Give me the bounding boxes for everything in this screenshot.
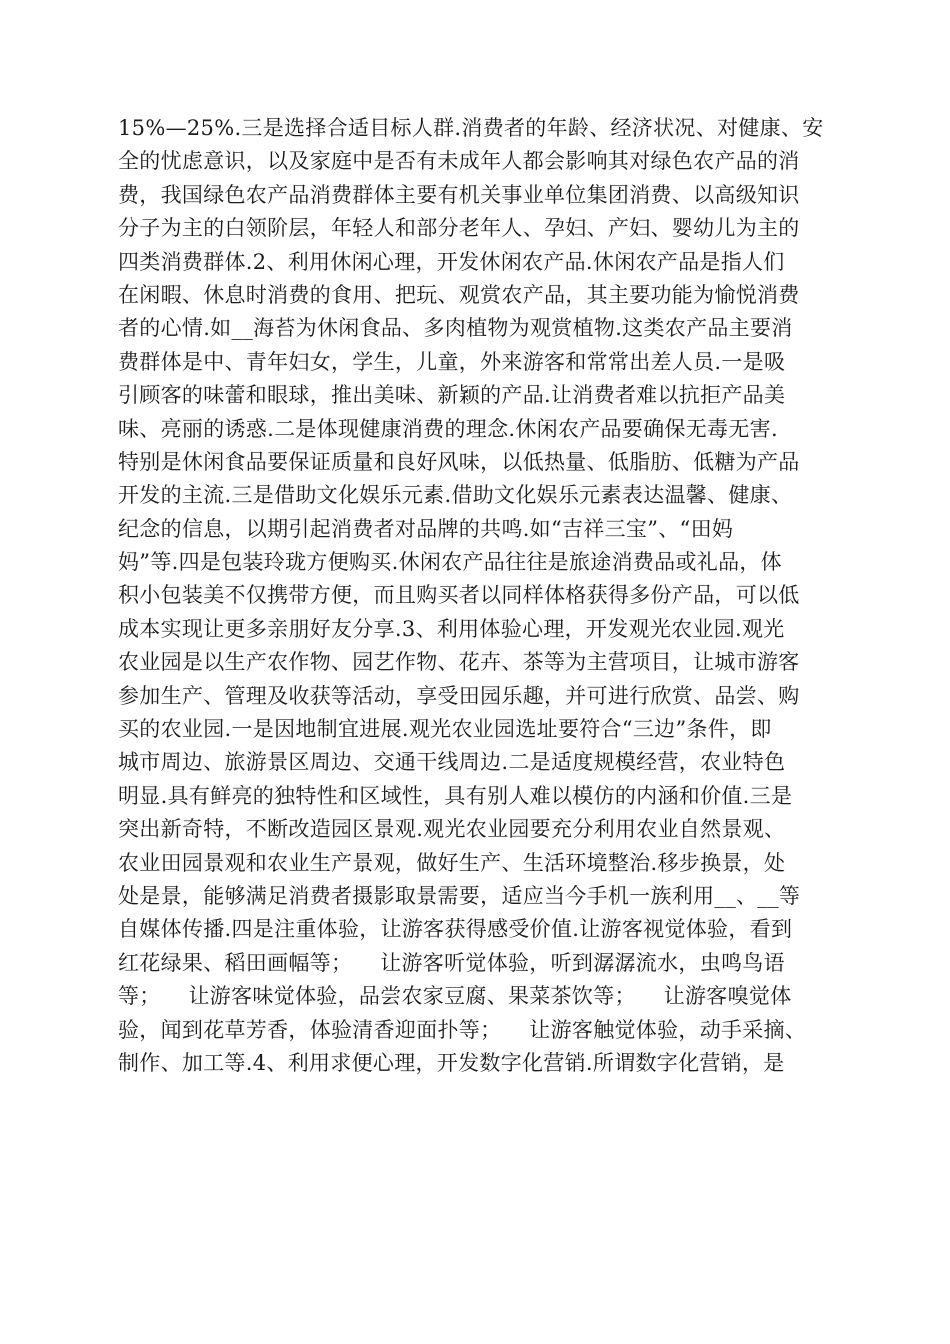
text-line: 参加生产、管理及收获等活动，享受田园乐趣，并可进行欣赏、品尝、购 xyxy=(118,683,800,708)
text-line: 分子为主的白领阶层，年轻人和部分老年人、孕妇、产妇、婴幼儿为主的 xyxy=(118,216,800,241)
text-line: 15%—25%.三是选择合适目标人群.消费者的年龄、经济状况、对健康、安 xyxy=(118,116,824,140)
text-line: 积小包装美不仅携带方便，而且购买者以同样体格获得多份产品，可以低 xyxy=(118,583,800,608)
text-line: 红花绿果、稻田画幅等； 让游客听觉体验，听到潺潺流水，虫鸣鸟语 xyxy=(118,950,785,975)
text-line: 明显.具有鲜亮的独特性和区域性，具有别人难以模仿的内涵和价值.三是 xyxy=(118,783,793,808)
text-line: 味、亮丽的诱惑.二是体现健康消费的理念.休闲农产品要确保无毒无害. xyxy=(118,416,778,441)
text-line: 成本实现让更多亲朋好友分享.3、利用体验心理，开发观光农业园.观光 xyxy=(118,616,785,641)
text-line: 农业田园景观和农业生产景观，做好生产、生活环境整治.移步换景，处 xyxy=(118,850,786,875)
text-line: 特别是休闲食品要保证质量和良好风味，以低热量、低脂肪、低糖为产品 xyxy=(118,449,800,474)
text-line: 城市周边、旅游景区周边、交通干线周边.二是适度规模经营，农业特色 xyxy=(118,750,786,775)
text-line: 等； 让游客味觉体验，品尝农家豆腐、果菜茶饮等； 让游客嗅觉体 xyxy=(118,984,792,1009)
text-line: 费，我国绿色农产品消费群体主要有机关事业单位集团消费、以高级知识 xyxy=(118,182,800,207)
text-line: 自媒体传播.四是注重体验，让游客获得感受价值.让游客视觉体验，看到 xyxy=(118,917,793,942)
text-line: 引顾客的味蕾和眼球，推出美味、新颖的产品.让消费者难以抗拒产品美 xyxy=(118,383,786,408)
text-line: 开发的主流.三是借助文化娱乐元素.借助文化娱乐元素表达温馨、健康、 xyxy=(118,483,793,508)
text-line: 验，闻到花草芳香，体验清香迎面扑等； 让游客触觉体验，动手采摘、 xyxy=(118,1017,807,1042)
text-line: 农业园是以生产农作物、园艺作物、花卉、茶等为主营项目，让城市游客 xyxy=(118,650,800,675)
text-line: 突出新奇特，不断改造园区景观.观光农业园要充分利用农业自然景观、 xyxy=(118,817,786,842)
text-line: 妈”等.四是包装玲珑方便购买.休闲农产品往往是旅途消费品或礼品，体 xyxy=(118,550,782,575)
text-line: 在闲暇、休息时消费的食用、把玩、观赏农产品，其主要功能为愉悦消费 xyxy=(118,282,800,307)
body-text xyxy=(118,112,838,1080)
text-line: 买的农业园.一是因地制宜进展.观光农业园选址要符合“三边”条件，即 xyxy=(118,717,772,742)
text-line: 纪念的信息，以期引起消费者对品牌的共鸣.如“吉祥三宝”、“田妈 xyxy=(118,516,734,541)
text-line: 费群体是中、青年妇女，学生，儿童，外来游客和常常出差人员.一是吸 xyxy=(118,349,786,374)
text-line: 制作、加工等.4、利用求便心理，开发数字化营销.所谓数字化营销，是 xyxy=(118,1050,785,1075)
text-line: 者的心情.如__海苔为休闲食品、多肉植物为观赏植物.这类农产品主要消 xyxy=(118,316,793,341)
text-line: 全的忧虑意识，以及家庭中是否有未成年人都会影响其对绿色农产品的消 xyxy=(118,149,800,174)
text-line: 四类消费群体.2、利用休闲心理，开发休闲农产品.休闲农产品是指人们 xyxy=(118,249,785,274)
text-line: 处是景，能够满足消费者摄影取景需要，适应当今手机一族利用__、__等 xyxy=(118,883,801,908)
